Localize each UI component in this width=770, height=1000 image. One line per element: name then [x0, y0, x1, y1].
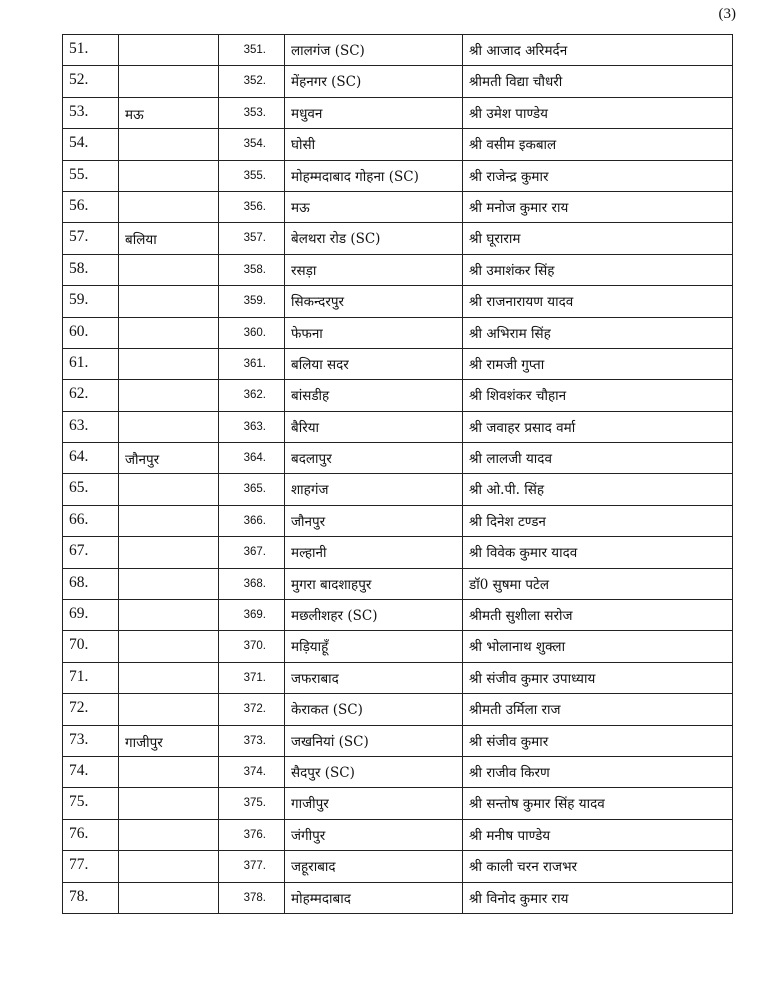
district-cell — [119, 35, 219, 66]
constituency-name-cell: मधुवन — [285, 97, 463, 128]
constituency-name-cell: रसड़ा — [285, 254, 463, 285]
district-cell — [119, 160, 219, 191]
constituency-number-cell: 376. — [219, 819, 285, 850]
district-cell — [119, 191, 219, 222]
constituency-name-cell: बांसडीह — [285, 380, 463, 411]
table-row — [63, 694, 733, 725]
serial-number-cell: 78. — [63, 882, 119, 913]
table-row — [63, 600, 733, 631]
table-row — [63, 317, 733, 348]
constituency-name-cell: बदलापुर — [285, 443, 463, 474]
table-row — [63, 662, 733, 693]
constituency-number-cell: 353. — [219, 97, 285, 128]
table-row — [63, 882, 733, 913]
candidate-name-cell: श्री उमाशंकर सिंह — [463, 254, 733, 285]
district-cell — [119, 788, 219, 819]
table-row — [63, 380, 733, 411]
serial-number-cell: 51. — [63, 35, 119, 66]
constituency-number-cell: 355. — [219, 160, 285, 191]
table-row — [63, 223, 733, 254]
table-row — [63, 97, 733, 128]
table-row — [63, 819, 733, 850]
district-cell — [119, 819, 219, 850]
table-row — [63, 191, 733, 222]
constituency-name-cell: मल्हानी — [285, 537, 463, 568]
constituency-name-cell: फेफना — [285, 317, 463, 348]
serial-number-cell: 71. — [63, 662, 119, 693]
constituency-number-cell: 359. — [219, 286, 285, 317]
serial-number-cell: 77. — [63, 851, 119, 882]
district-cell — [119, 537, 219, 568]
district-cell — [119, 568, 219, 599]
constituency-number-cell: 373. — [219, 725, 285, 756]
district-cell — [119, 694, 219, 725]
candidate-name-cell: श्री राजेन्द्र कुमार — [463, 160, 733, 191]
candidate-name-cell: श्री जवाहर प्रसाद वर्मा — [463, 411, 733, 442]
constituency-name-cell: गाजीपुर — [285, 788, 463, 819]
constituency-name-cell: सिकन्दरपुर — [285, 286, 463, 317]
district-cell: गाजीपुर — [119, 725, 219, 756]
constituency-name-cell: केराकत (SC) — [285, 694, 463, 725]
serial-number-cell: 56. — [63, 191, 119, 222]
table-row — [63, 35, 733, 66]
district-cell — [119, 882, 219, 913]
serial-number-cell: 66. — [63, 505, 119, 536]
district-cell — [119, 380, 219, 411]
constituency-number-cell: 364. — [219, 443, 285, 474]
constituency-name-cell: जौनपुर — [285, 505, 463, 536]
table-row — [63, 851, 733, 882]
serial-number-cell: 52. — [63, 66, 119, 97]
serial-number-cell: 75. — [63, 788, 119, 819]
district-cell — [119, 348, 219, 379]
candidate-name-cell: श्री संजीव कुमार — [463, 725, 733, 756]
constituency-name-cell: जंगीपुर — [285, 819, 463, 850]
constituency-name-cell: जखनियां (SC) — [285, 725, 463, 756]
constituency-number-cell: 356. — [219, 191, 285, 222]
constituency-number-cell: 363. — [219, 411, 285, 442]
serial-number-cell: 67. — [63, 537, 119, 568]
serial-number-cell: 53. — [63, 97, 119, 128]
table-row — [63, 443, 733, 474]
page-number: (3) — [718, 6, 736, 22]
candidate-list-body — [63, 35, 733, 914]
constituency-name-cell: मऊ — [285, 191, 463, 222]
constituency-number-cell: 354. — [219, 129, 285, 160]
candidate-name-cell: श्रीमती उर्मिला राज — [463, 694, 733, 725]
district-cell — [119, 474, 219, 505]
table-row — [63, 66, 733, 97]
candidate-name-cell: श्री ओ.पी. सिंह — [463, 474, 733, 505]
table-row — [63, 505, 733, 536]
serial-number-cell: 76. — [63, 819, 119, 850]
candidate-name-cell: श्री विनोद कुमार राय — [463, 882, 733, 913]
constituency-number-cell: 372. — [219, 694, 285, 725]
constituency-name-cell: बलिया सदर — [285, 348, 463, 379]
constituency-name-cell: बेलथरा रोड (SC) — [285, 223, 463, 254]
candidate-name-cell: श्री रामजी गुप्ता — [463, 348, 733, 379]
constituency-name-cell: सैदपुर (SC) — [285, 756, 463, 787]
serial-number-cell: 57. — [63, 223, 119, 254]
district-cell — [119, 286, 219, 317]
candidate-name-cell: श्री राजनारायण यादव — [463, 286, 733, 317]
constituency-number-cell: 377. — [219, 851, 285, 882]
table-row — [63, 474, 733, 505]
candidate-name-cell: डॉ0 सुषमा पटेल — [463, 568, 733, 599]
constituency-name-cell: मोहम्मदाबाद गोहना (SC) — [285, 160, 463, 191]
candidate-name-cell: श्री संजीव कुमार उपाध्याय — [463, 662, 733, 693]
district-cell — [119, 756, 219, 787]
serial-number-cell: 59. — [63, 286, 119, 317]
candidate-name-cell: श्री विवेक कुमार यादव — [463, 537, 733, 568]
constituency-name-cell: लालगंज (SC) — [285, 35, 463, 66]
constituency-number-cell: 371. — [219, 662, 285, 693]
district-cell: जौनपुर — [119, 443, 219, 474]
constituency-name-cell: मुगरा बादशाहपुर — [285, 568, 463, 599]
candidate-name-cell: श्री अभिराम सिंह — [463, 317, 733, 348]
district-cell: बलिया — [119, 223, 219, 254]
table-row — [63, 286, 733, 317]
constituency-name-cell: मछलीशहर (SC) — [285, 600, 463, 631]
table-row — [63, 129, 733, 160]
candidate-name-cell: श्री दिनेश टण्डन — [463, 505, 733, 536]
serial-number-cell: 69. — [63, 600, 119, 631]
serial-number-cell: 63. — [63, 411, 119, 442]
constituency-name-cell: जहूराबाद — [285, 851, 463, 882]
candidate-name-cell: श्री राजीव किरण — [463, 756, 733, 787]
constituency-name-cell: शाहगंज — [285, 474, 463, 505]
table-row — [63, 756, 733, 787]
district-cell — [119, 600, 219, 631]
serial-number-cell: 70. — [63, 631, 119, 662]
candidate-name-cell: श्री घूराराम — [463, 223, 733, 254]
table-row — [63, 160, 733, 191]
constituency-number-cell: 368. — [219, 568, 285, 599]
candidate-name-cell: श्री भोलानाथ शुक्ला — [463, 631, 733, 662]
district-cell — [119, 317, 219, 348]
district-cell — [119, 851, 219, 882]
constituency-number-cell: 358. — [219, 254, 285, 285]
constituency-number-cell: 352. — [219, 66, 285, 97]
serial-number-cell: 62. — [63, 380, 119, 411]
constituency-number-cell: 365. — [219, 474, 285, 505]
constituency-number-cell: 361. — [219, 348, 285, 379]
candidate-name-cell: श्री मनोज कुमार राय — [463, 191, 733, 222]
constituency-name-cell: बैरिया — [285, 411, 463, 442]
constituency-name-cell: मोहम्मदाबाद — [285, 882, 463, 913]
table-row — [63, 788, 733, 819]
constituency-number-cell: 357. — [219, 223, 285, 254]
constituency-name-cell: जफराबाद — [285, 662, 463, 693]
district-cell — [119, 662, 219, 693]
constituency-number-cell: 362. — [219, 380, 285, 411]
table-row — [63, 568, 733, 599]
constituency-name-cell: घोसी — [285, 129, 463, 160]
constituency-name-cell: मेंहनगर (SC) — [285, 66, 463, 97]
district-cell — [119, 631, 219, 662]
district-cell — [119, 254, 219, 285]
serial-number-cell: 61. — [63, 348, 119, 379]
candidate-name-cell: श्री उमेश पाण्डेय — [463, 97, 733, 128]
serial-number-cell: 65. — [63, 474, 119, 505]
candidate-list-table — [62, 34, 733, 914]
constituency-number-cell: 366. — [219, 505, 285, 536]
constituency-number-cell: 351. — [219, 35, 285, 66]
candidate-name-cell: श्रीमती सुशीला सरोज — [463, 600, 733, 631]
serial-number-cell: 60. — [63, 317, 119, 348]
candidate-name-cell: श्री लालजी यादव — [463, 443, 733, 474]
candidate-name-cell: श्रीमती विद्या चौधरी — [463, 66, 733, 97]
candidate-name-cell: श्री वसीम इकबाल — [463, 129, 733, 160]
candidate-name-cell: श्री आजाद अरिमर्दन — [463, 35, 733, 66]
district-cell — [119, 505, 219, 536]
serial-number-cell: 72. — [63, 694, 119, 725]
table-row — [63, 254, 733, 285]
table-row — [63, 631, 733, 662]
district-cell: मऊ — [119, 97, 219, 128]
constituency-number-cell: 370. — [219, 631, 285, 662]
serial-number-cell: 73. — [63, 725, 119, 756]
constituency-number-cell: 369. — [219, 600, 285, 631]
constituency-number-cell: 378. — [219, 882, 285, 913]
district-cell — [119, 66, 219, 97]
serial-number-cell: 74. — [63, 756, 119, 787]
table-row — [63, 411, 733, 442]
constituency-name-cell: मड़ियाहूँ — [285, 631, 463, 662]
table-row — [63, 725, 733, 756]
candidate-name-cell: श्री सन्तोष कुमार सिंह यादव — [463, 788, 733, 819]
table-row — [63, 348, 733, 379]
candidate-name-cell: श्री मनीष पाण्डेय — [463, 819, 733, 850]
candidate-name-cell: श्री शिवशंकर चौहान — [463, 380, 733, 411]
district-cell — [119, 129, 219, 160]
candidate-name-cell: श्री काली चरन राजभर — [463, 851, 733, 882]
serial-number-cell: 68. — [63, 568, 119, 599]
constituency-number-cell: 367. — [219, 537, 285, 568]
table-row — [63, 537, 733, 568]
serial-number-cell: 54. — [63, 129, 119, 160]
district-cell — [119, 411, 219, 442]
constituency-number-cell: 374. — [219, 756, 285, 787]
constituency-number-cell: 360. — [219, 317, 285, 348]
serial-number-cell: 58. — [63, 254, 119, 285]
serial-number-cell: 55. — [63, 160, 119, 191]
constituency-number-cell: 375. — [219, 788, 285, 819]
serial-number-cell: 64. — [63, 443, 119, 474]
